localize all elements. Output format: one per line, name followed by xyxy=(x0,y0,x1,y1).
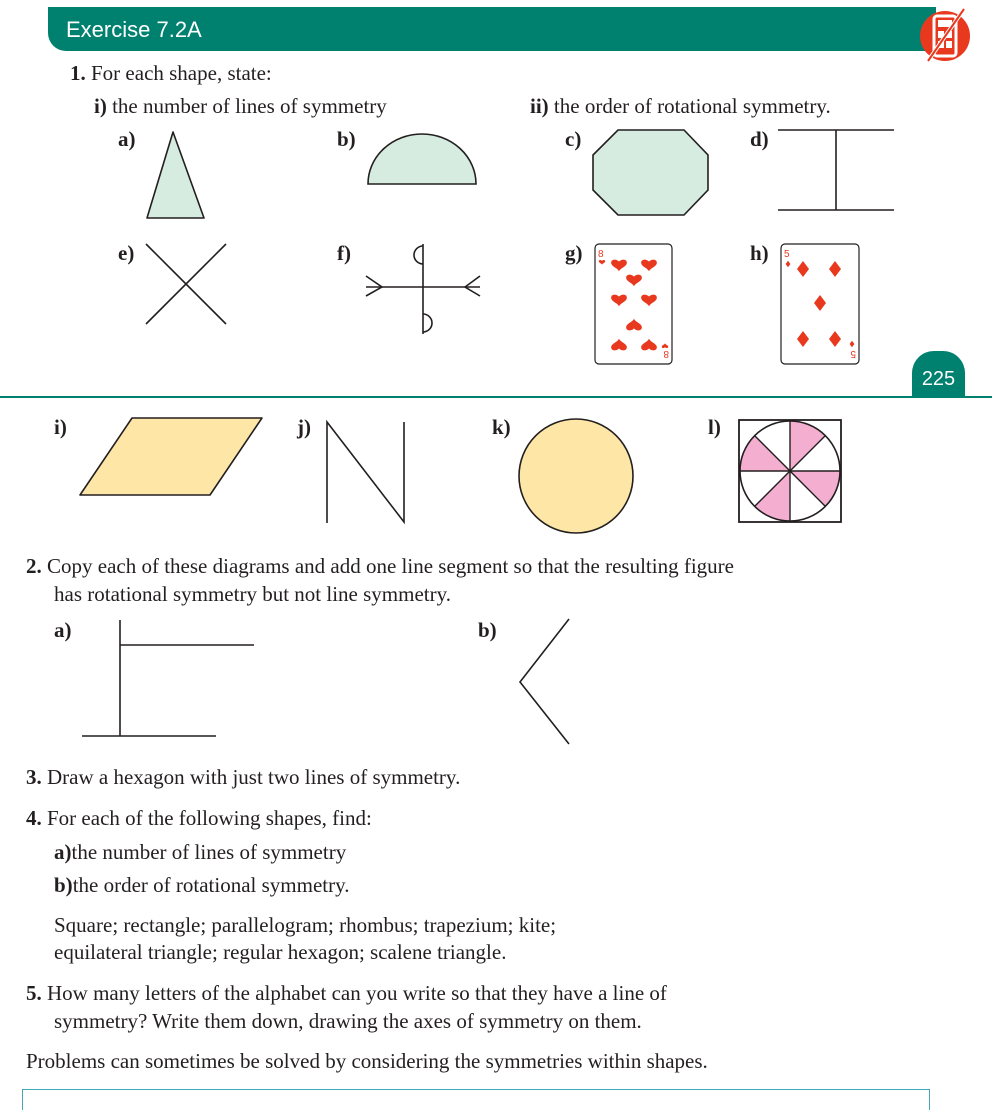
q4-part-a-label: a) xyxy=(54,840,72,864)
exercise-banner xyxy=(48,7,936,51)
q4-prompt: For each of the following shapes, find: xyxy=(47,806,372,830)
shape-i-parallelogram xyxy=(76,414,268,500)
label-1b: b) xyxy=(337,127,356,151)
q4-number: 4. xyxy=(26,806,42,830)
q1-part-i-label: i) xyxy=(94,94,107,118)
q1-part-ii-label: ii) xyxy=(530,94,549,118)
label-1f: f) xyxy=(337,241,351,265)
q5-number: 5. xyxy=(26,981,42,1005)
label-1l: l) xyxy=(708,415,721,439)
q1-part-ii-text: the order of rotational symmetry. xyxy=(553,94,831,118)
shape-e-cross xyxy=(140,238,232,330)
label-1j: j) xyxy=(297,415,311,439)
q1-part-i xyxy=(94,94,387,118)
q4-shapes-line2: equilateral triangle; regular hexagon; scalene triangle. xyxy=(54,940,507,964)
playing-card-8-hearts xyxy=(594,243,673,365)
q2-text-1: Copy each of these diagrams and add one line segment so that the resulting figure xyxy=(47,554,734,578)
q3-number: 3. xyxy=(26,765,42,789)
shape-j-letter-n xyxy=(322,416,412,528)
q4-part-a-text: the number of lines of symmetry xyxy=(71,840,347,864)
card-h-rank-top: 5 xyxy=(784,249,790,260)
q4-part-b-label: b) xyxy=(54,873,73,897)
label-2b: b) xyxy=(478,618,497,642)
q1-number: 1. xyxy=(70,61,86,85)
exercise-title: Exercise 7.2A xyxy=(66,17,202,42)
shape-b-semicircle xyxy=(362,128,482,190)
label-1h: h) xyxy=(750,241,769,265)
shape-d-i-beam xyxy=(774,124,898,216)
label-2a: a) xyxy=(54,618,72,642)
label-1k: k) xyxy=(492,415,511,439)
shape-c-octagon xyxy=(588,125,714,219)
q2-line1 xyxy=(26,554,734,578)
shape-k-circle xyxy=(514,414,640,540)
label-1g: g) xyxy=(565,241,583,265)
label-1c: c) xyxy=(565,127,582,151)
diagram-2b xyxy=(515,616,575,748)
next-box-edge xyxy=(22,1089,930,1110)
label-1d: d) xyxy=(750,127,769,151)
shape-a-isosceles-triangle xyxy=(140,125,210,225)
q3-text xyxy=(26,765,460,789)
q4-part-b xyxy=(54,873,350,897)
q2-number: 2. xyxy=(26,554,42,578)
q4-part-b-text: the order of rotational symmetry. xyxy=(72,873,350,897)
card-g-rank-top: 8 xyxy=(598,249,604,260)
q1-part-ii xyxy=(530,94,831,118)
card-g-rank-bottom: 8 xyxy=(663,348,669,359)
q4-text xyxy=(26,806,372,830)
label-1a: a) xyxy=(118,127,136,151)
shape-l-square-pinwheel xyxy=(735,417,845,525)
q1-prompt: For each shape, state: xyxy=(91,61,272,85)
page-divider xyxy=(0,396,992,398)
q2-line2: has rotational symmetry but not line symmetry. xyxy=(54,582,451,606)
diagram-2a xyxy=(80,618,260,744)
q1-part-i-text: the number of lines of symmetry xyxy=(112,94,387,118)
closing-statement: Problems can sometimes be solved by considering the symmetries within shapes. xyxy=(26,1049,708,1073)
playing-card-5-diamonds xyxy=(780,243,860,365)
label-1i: i) xyxy=(54,415,67,439)
q1-text xyxy=(70,61,272,85)
q5-text-1: How many letters of the alphabet can you write so that they have a line of xyxy=(47,981,667,1005)
q5-line2: symmetry? Write them down, drawing the axes of symmetry on them. xyxy=(54,1009,642,1033)
card-h-rank-bottom: 5 xyxy=(850,348,856,359)
q4-part-a xyxy=(54,840,346,864)
shape-f-rotational-figure xyxy=(360,238,490,338)
no-calculator-icon xyxy=(918,1,972,71)
page-number: 225 xyxy=(912,351,965,396)
q4-shapes-line1: Square; rectangle; parallelogram; rhombus; trapezium; kite; xyxy=(54,913,557,937)
q3-prompt: Draw a hexagon with just two lines of symmetry. xyxy=(47,765,461,789)
label-1e: e) xyxy=(118,241,135,265)
q5-line1 xyxy=(26,981,667,1005)
